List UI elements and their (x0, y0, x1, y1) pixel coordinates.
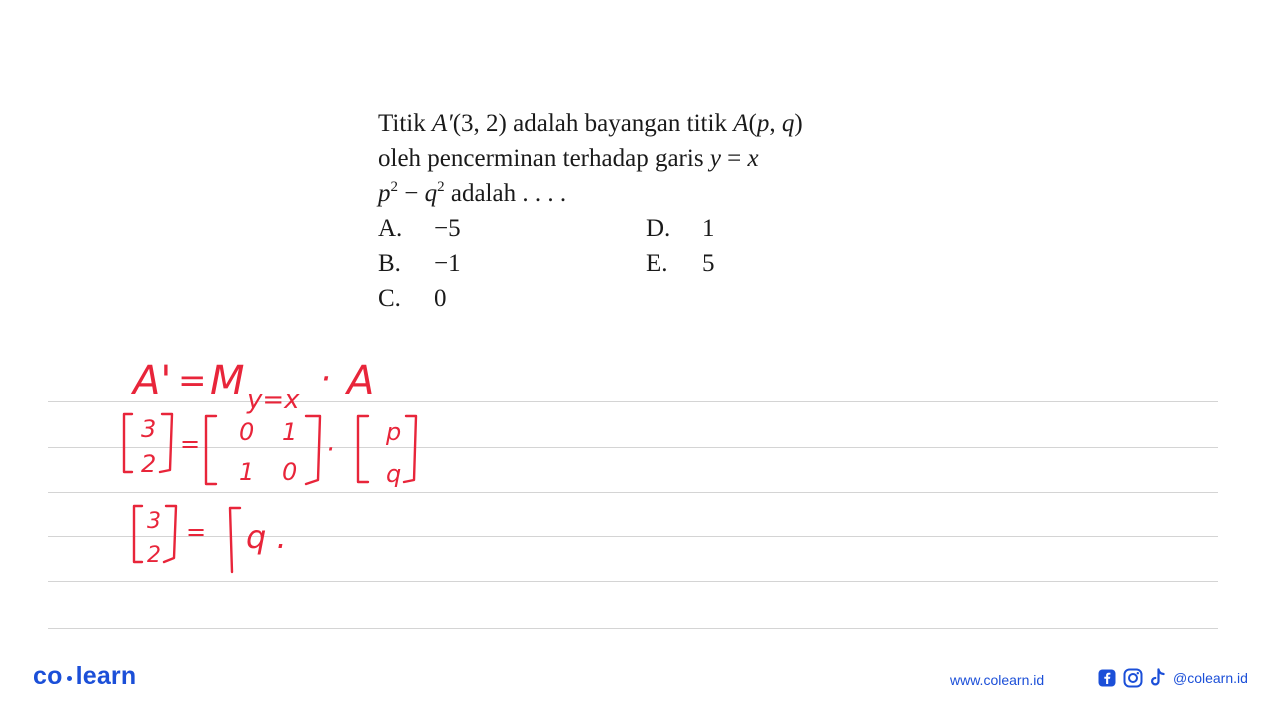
hw-subscript-y-eq-x: y=x (247, 385, 300, 415)
social-links (1098, 668, 1248, 688)
hw-entry: 2 (141, 450, 157, 478)
logo-text-learn: learn (75, 662, 137, 690)
hw-dot: · (320, 359, 331, 399)
hw-equals: = (180, 430, 201, 458)
hw-matrix-m: M (210, 358, 245, 404)
handwritten-line-2 (124, 414, 416, 488)
website-link[interactable]: www.colearn.id (950, 672, 1045, 688)
question-line-1: Titik A′(3, 2) adalah bayangan titik A(p, q) (378, 110, 803, 137)
question-line-2: oleh pencerminan terhadap garis y = x (378, 145, 759, 172)
question-line-3: $p^2 - q^2$ adalah . . . . (378, 179, 567, 207)
option-d: D. 1 (646, 215, 715, 242)
hw-a-prime: A' (133, 358, 172, 404)
hw-entry: 3 (141, 415, 157, 443)
hw-bracket (134, 506, 142, 562)
hw-entry: 0 (282, 458, 298, 486)
logo-dot (67, 676, 72, 681)
hw-partial-entry: q . (246, 518, 287, 556)
handwritten-line-1 (130, 358, 374, 415)
hw-bracket (306, 416, 320, 484)
logo-text-co: co (33, 662, 63, 690)
social-handle[interactable]: @colearn.id (1173, 670, 1248, 686)
hw-entry: 2 (147, 543, 161, 568)
hw-bracket (124, 414, 132, 472)
hw-bracket (358, 416, 368, 482)
hw-bracket (164, 506, 176, 562)
option-e: E. 5 (646, 250, 715, 277)
handwritten-line-3 (134, 506, 287, 572)
hw-equals: = (178, 361, 207, 401)
hw-bracket (404, 416, 416, 482)
hw-point-a: A (347, 358, 375, 404)
colearn-logo[interactable] (33, 662, 136, 691)
hw-entry: 0 (239, 418, 255, 446)
hw-equals: = (186, 518, 207, 546)
facebook-icon[interactable] (1098, 669, 1116, 687)
hw-entry: q (386, 460, 402, 488)
hw-entry: p (386, 418, 402, 446)
tiktok-icon[interactable] (1150, 668, 1166, 688)
hw-bracket (230, 508, 240, 572)
hw-dot: · (326, 435, 335, 465)
hw-entry: 1 (282, 418, 298, 446)
hw-entry: 1 (239, 458, 255, 486)
option-c: C. 0 (378, 285, 447, 312)
hw-entry: 3 (147, 509, 161, 534)
hw-bracket (206, 416, 216, 484)
instagram-icon[interactable] (1123, 668, 1143, 688)
hw-bracket (160, 414, 172, 472)
option-a: A. −5 (378, 215, 461, 242)
option-b: B. −1 (378, 250, 461, 277)
